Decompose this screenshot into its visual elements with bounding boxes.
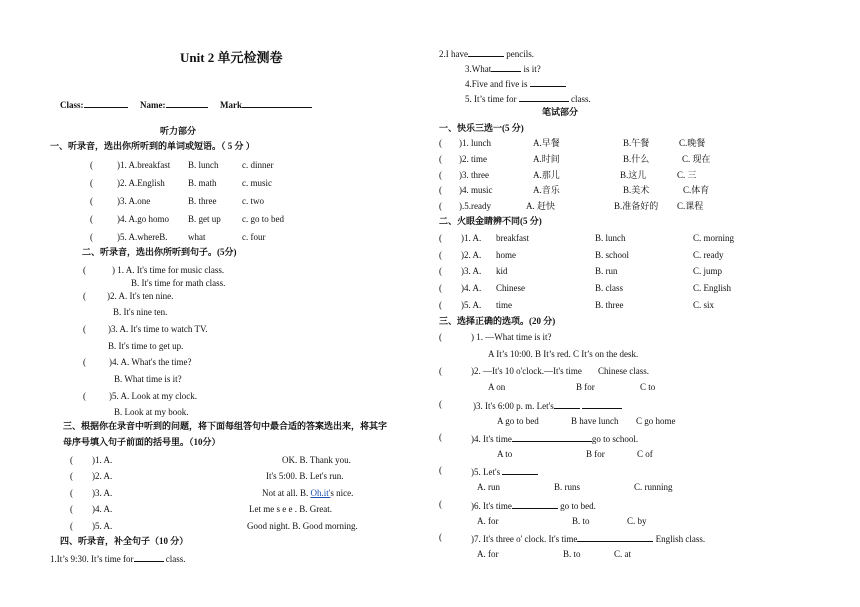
w1-q2-a: A.时间 [533, 154, 560, 164]
s3-q3-ans-link[interactable]: Oh.it' [310, 488, 331, 498]
w2-q5-b: B. three [595, 300, 624, 310]
w3-paren: ( [439, 532, 442, 542]
name-label: Name: [140, 100, 166, 110]
w1-paren: ( [439, 138, 442, 148]
s3-q2-ans: It's 5:00. B. Let's run. [266, 471, 344, 481]
s4-q1 [50, 552, 186, 565]
w3-q3-blank1[interactable] [554, 399, 580, 409]
s3-q4-ans: Let me s e e . B. Great. [249, 504, 332, 514]
w1-q2-c: C. 现在 [682, 154, 711, 164]
w1-q3: )3. three [459, 170, 489, 180]
writing-header: 笔试部分 [542, 107, 579, 117]
s4-q2-end: pencils. [506, 49, 534, 59]
w3-q5 [471, 465, 538, 478]
w3-q3-b: B have lunch [571, 416, 619, 426]
s2-q5b: B. Look at my book. [114, 407, 189, 417]
mark-label: Mark [220, 100, 243, 110]
w2-paren: ( [439, 250, 442, 260]
w2-paren: ( [439, 233, 442, 243]
w2-q3-c: C. jump [693, 266, 723, 276]
s1-q3-b: B. three [188, 196, 217, 206]
s1-paren: ( [90, 178, 93, 188]
w2-q4: )4. A. [461, 283, 482, 293]
w3-q3-text: )3. It's 6:00 p. m. Let's [473, 401, 554, 411]
s4-q3 [465, 62, 541, 75]
w3-q3-a: A go to bed [497, 416, 539, 426]
w3-q3 [473, 399, 622, 412]
class-blank[interactable] [84, 98, 128, 108]
w3-q6-b: B. to [572, 516, 590, 526]
s1-q5: )5. A.whereB. [117, 232, 168, 242]
info-row [60, 98, 312, 111]
s4-q2-blank[interactable] [468, 47, 504, 57]
s2-q2a: )2. A. It's ten nine. [107, 291, 174, 301]
w3-q4 [471, 432, 638, 445]
s4-q4 [465, 77, 566, 90]
w2-q2: )2. A. [461, 250, 482, 260]
w3-q4-end: go to school. [591, 434, 639, 444]
class-label: Class: [60, 100, 84, 110]
w1-q1-a: A.早餐 [533, 138, 560, 148]
w3-q7-b: B. to [563, 549, 581, 559]
w3-q5-blank[interactable] [502, 465, 538, 475]
w1-q3-c: C. 三 [677, 170, 697, 180]
section4-title: 四、听录音，补全句子（10 分） [60, 536, 189, 546]
w3-q5-a: A. run [477, 482, 500, 492]
s3-q3-ans-post: s nice. [330, 488, 354, 498]
w3-paren: ( [439, 399, 442, 409]
w3-q2-end: Chinese class. [598, 366, 649, 376]
s2-q5a: )5. A. Look at my clock. [109, 391, 197, 401]
w1-paren: ( [439, 201, 442, 211]
w3-q3-blank2[interactable] [582, 399, 622, 409]
s4-q3-end: is it? [523, 64, 541, 74]
w1-q5-b: B.准备好的 [614, 201, 659, 211]
w1-q1-c: C.晚餐 [679, 138, 706, 148]
s1-q3: )3. A.one [117, 196, 151, 206]
w1-q4-c: C.体育 [683, 185, 710, 195]
w3-q7-end: English class. [655, 534, 706, 544]
w3-q7-c: C. at [614, 549, 631, 559]
s2-paren: ( [83, 324, 86, 334]
s2-q2b: B. It's nine ten. [113, 307, 168, 317]
w2-q2-a: home [496, 250, 516, 260]
w3-q6 [471, 499, 596, 512]
s1-q4-b: B. get up [188, 214, 221, 224]
s2-q3a: )3. A. It's time to watch TV. [108, 324, 208, 334]
w2-paren: ( [439, 300, 442, 310]
s1-paren: ( [90, 232, 93, 242]
s1-q1: )1. A.breakfast [117, 160, 171, 170]
w1-q1: )1. lunch [459, 138, 491, 148]
w1-q4-b: B.美术 [623, 185, 650, 195]
w1-q5: ).5.ready [459, 201, 491, 211]
s3-paren: ( [70, 521, 73, 531]
w3-paren: ( [439, 499, 442, 509]
w3-q6-blank[interactable] [512, 499, 558, 509]
w3-q4-b: B for [586, 449, 605, 459]
w3-q6-a: A. for [477, 516, 499, 526]
w3-q2-b: B for [576, 382, 595, 392]
w3-q7-blank[interactable] [577, 532, 653, 542]
w2-paren: ( [439, 283, 442, 293]
w3-paren: ( [439, 432, 442, 442]
name-blank[interactable] [166, 98, 208, 108]
page-title: Unit 2 单元检测卷 [180, 50, 283, 65]
w1-paren: ( [439, 185, 442, 195]
w3-paren: ( [439, 332, 442, 342]
w3-q1-opts: A It’s 10:00. B It’s red. C It’s on the desk. [488, 349, 639, 359]
s4-q3-blank[interactable] [491, 62, 521, 72]
s3-q3-ans [262, 488, 353, 499]
s2-paren: ( [83, 291, 86, 301]
w3-q6-end: go to bed. [560, 501, 596, 511]
s4-q4-blank[interactable] [530, 77, 566, 87]
w2-q2-c: C. ready [693, 250, 724, 260]
s2-paren: ( [83, 265, 86, 275]
w1-q5-c: C.课程 [677, 201, 704, 211]
s4-q3-text: 3.What [465, 64, 492, 74]
section3-title-line2: 母序号填入句子前面的括号里。（10分） [63, 437, 221, 447]
w1-paren: ( [439, 154, 442, 164]
w2-q5-a: time [496, 300, 512, 310]
w3-q5-b: B. runs [554, 482, 581, 492]
w3-q5-c: C. running [634, 482, 673, 492]
s2-q1a: ) 1. A. It's time for music class. [112, 265, 225, 275]
w3-q6-c: C. by [627, 516, 647, 526]
w3-paren: ( [439, 366, 442, 376]
w2-q1: )1. A. [461, 233, 482, 243]
w3-q2-a: A on [488, 382, 506, 392]
w2-q5: )5. A. [461, 300, 482, 310]
w2-q1-a: breakfast [496, 233, 529, 243]
s3-paren: ( [70, 455, 73, 465]
section3-title-line1: 三、根据你在录音中听到的问题，将下面每组答句中最合适的答案选出来，将其字 [63, 421, 388, 431]
s3-q1-ans: OK. B. Thank you. [282, 455, 351, 465]
s1-q1-b: B. lunch [188, 160, 219, 170]
w2-q3-b: B. run [595, 266, 618, 276]
section1-title: 一、听录音，选出你所听到的单词或短语。（ 5 分 ） [50, 141, 255, 151]
s1-q2-c: c. music [242, 178, 272, 188]
w2-q4-c: C. English [693, 283, 732, 293]
mark-blank[interactable] [242, 98, 312, 108]
w3-q1: ) 1. —What time is it? [471, 332, 552, 342]
s2-paren: ( [83, 391, 86, 401]
s4-q1-text: 1.It’s 9:30. It’s time for [50, 554, 134, 564]
w2-q1-b: B. lunch [595, 233, 626, 243]
w2-title: 二、火眼金睛辨不同(5 分) [439, 216, 542, 226]
s1-paren: ( [90, 160, 93, 170]
s4-q5-blank[interactable] [519, 92, 569, 102]
section2-title: 二、听录音，选出你所听到句子。(5分) [82, 247, 237, 257]
w1-q5-a: A. 赶快 [526, 201, 555, 211]
w2-q3-a: kid [496, 266, 508, 276]
s4-q1-end: class. [165, 554, 186, 564]
s3-paren: ( [70, 504, 73, 514]
w1-paren: ( [439, 170, 442, 180]
s3-q3: )3. A. [92, 488, 113, 498]
s2-q4a: )4. A. What's the time? [109, 357, 192, 367]
s1-q5-c: c. four [242, 232, 266, 242]
s1-q4: )4. A.go homo [117, 214, 170, 224]
w1-q4: )4. music [459, 185, 493, 195]
w1-q3-b: B.这儿 [620, 170, 647, 180]
s1-q3-c: c. two [242, 196, 264, 206]
w3-q4-text: )4. It's time [471, 434, 512, 444]
w3-q4-a: A to [497, 449, 513, 459]
s3-q3-ans-pre: Not at all. B. [262, 488, 311, 498]
w3-q7-text: )7. It's three o' clock. It's time [471, 534, 578, 544]
s4-q2-text: 2.I have [439, 49, 468, 59]
s1-q2-b: B. math [188, 178, 217, 188]
s1-q1-c: c. dinner [242, 160, 274, 170]
w1-q1-b: B.午餐 [623, 138, 650, 148]
w2-q4-a: Chinese [496, 283, 525, 293]
w3-title: 三、选择正确的选项。(20 分) [439, 316, 556, 326]
w1-title: 一、快乐三选一(5 分) [439, 123, 524, 133]
s4-q4-text: 4.Five and five is [465, 79, 528, 89]
s1-q4-c: c. go to bed [242, 214, 284, 224]
s2-q1b: B. It's time for math class. [131, 278, 226, 288]
w3-q7-a: A. for [477, 549, 499, 559]
s1-q2: )2. A.English [117, 178, 165, 188]
w3-q5-text: )5. Let's [471, 467, 501, 477]
s1-paren: ( [90, 196, 93, 206]
s1-q5-b: what [188, 232, 206, 242]
s3-q2: )2. A. [92, 471, 113, 481]
s3-q1: )1. A. [92, 455, 113, 465]
w2-q4-b: B. class [595, 283, 623, 293]
w1-q2: )2. time [459, 154, 487, 164]
w3-q2-c: C to [640, 382, 656, 392]
w1-q3-a: A.那儿 [533, 170, 560, 180]
w2-q5-c: C. six [693, 300, 715, 310]
s1-paren: ( [90, 214, 93, 224]
s4-q5-end: class. [571, 94, 591, 104]
w3-q6-text: )6. It's time [471, 501, 512, 511]
s4-q5-text: 5. It’s time for [465, 94, 517, 104]
w1-q4-a: A.音乐 [533, 185, 560, 195]
s3-paren: ( [70, 471, 73, 481]
s4-q1-blank[interactable] [134, 552, 164, 562]
w3-q4-c: C of [637, 449, 653, 459]
listening-header: 听力部分 [160, 126, 197, 136]
s2-q3b: B. It's time to get up. [108, 341, 184, 351]
w2-q1-c: C. morning [693, 233, 735, 243]
w3-q2: )2. —It's 10 o'clock.—It's time [471, 366, 582, 376]
s2-q4b: B. What time is it? [114, 374, 182, 384]
s4-q2 [439, 47, 534, 60]
s2-paren: ( [83, 357, 86, 367]
w2-q3: )3. A. [461, 266, 482, 276]
w3-q3-c: C go home [636, 416, 676, 426]
s3-q5-ans: Good night. B. Good morning. [247, 521, 358, 531]
w3-q4-blank[interactable] [512, 432, 592, 442]
s4-q5 [465, 92, 591, 105]
w3-paren: ( [439, 465, 442, 475]
s3-q5: )5. A. [92, 521, 113, 531]
s3-paren: ( [70, 488, 73, 498]
w1-q2-b: B.什么 [623, 154, 650, 164]
w2-q2-b: B. school [595, 250, 630, 260]
w3-q7 [471, 532, 705, 545]
w2-paren: ( [439, 266, 442, 276]
s3-q4: )4. A. [92, 504, 113, 514]
